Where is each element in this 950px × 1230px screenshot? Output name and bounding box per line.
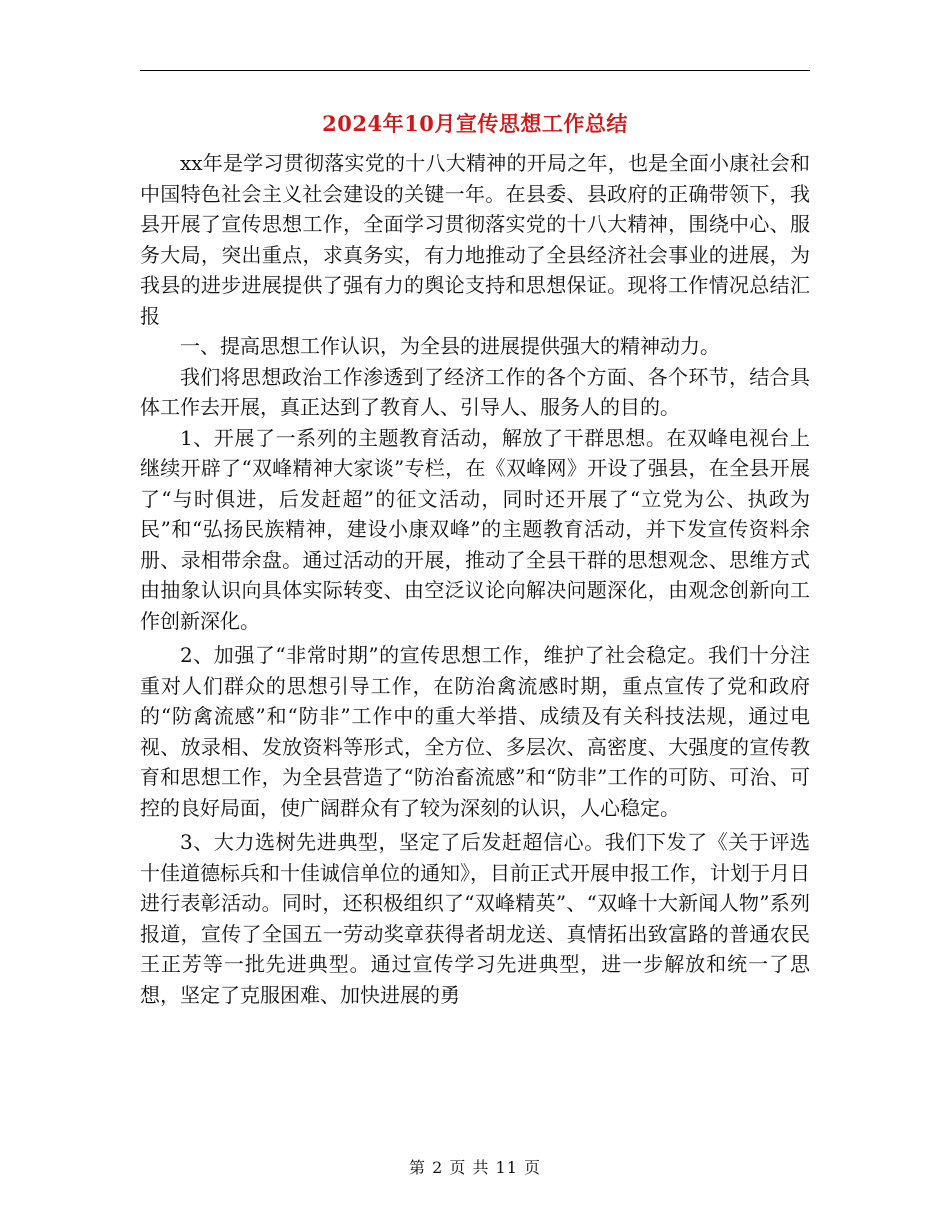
- paragraph-item-3: 3、大力选树先进典型，坚定了后发赶超信心。我们下发了《关于评选十佳道德标兵和十佳诚信单位的通知》，目前正式开展申报工作，计划于月日进行表彰活动。同时，还积极组织了“双峰精英”、“双峰十大新闻人物”系列报道，宣传了全国五一劳动奖章获得者胡龙送、真情拓出致富路的普通农民王正芳等一批先进典型。通过宣传学习先进典型，进一步解放和统一了思想，坚定了克服困难、加快进展的勇: [140, 830, 810, 1007]
- paragraph-item-1: 1、开展了一系列的主题教育活动，解放了干群思想。在双峰电视台上继续开辟了“双峰精神大家谈”专栏，在《双峰网》开设了强县，在全县开展了“与时俱进，后发赶超”的征文活动，同时还开展了“立党为公、执政为民”和“弘扬民族精神，建设小康双峰”的主题教育活动，并下发宣传资料余册、录相带余盘。通过活动的开展，推动了全县干群的思想观念、思维方式由抽象认识向具体实际转变、由空泛议论向解决问题深化，由观念创新向工作创新深化。: [140, 425, 810, 633]
- document-body: [140, 148, 810, 1010]
- document-title: 2024年10月宣传思想工作总结: [322, 111, 628, 136]
- page-number-footer: 第 2 页 共 11 页: [409, 1158, 541, 1177]
- header-rule: [140, 70, 810, 71]
- paragraph-item-2: 2、加强了“非常时期”的宣传思想工作，维护了社会稳定。我们十分注重对人们群众的思想引导工作，在防治禽流感时期，重点宣传了党和政府的“防禽流感”和“防非”工作中的重大举措、成绩及有关科技法规，通过电视、放录相、发放资料等形式，全方位、多层次、高密度、大强度的宣传教育和思想工作，为全县营造了“防治畜流感”和“防非”工作的可防、可治、可控的良好局面，使广阔群众有了较为深刻的认识，人心稳定。: [140, 643, 810, 820]
- paragraph-section-heading: 一、提高思想工作认识，为全县的进展提供强大的精神动力。: [180, 334, 720, 358]
- paragraph-section-intro: 我们将思想政治工作渗透到了经济工作的各个方面、各个环节，结合具体工作去开展，真正达到了教育人、引导人、服务人的目的。: [140, 364, 810, 419]
- paragraph-intro: xx年是学习贯彻落实党的十八大精神的开局之年，也是全面小康社会和中国特色社会主义社会建设的关键一年。在县委、县政府的正确带领下，我县开展了宣传思想工作，全面学习贯彻落实党的十八大精神，围绕中心、服务大局，突出重点，求真务实，有力地推动了全县经济社会事业的进展，为我县的进步进展提供了强有力的舆论支持和思想保证。现将工作情况总结汇报: [140, 151, 810, 328]
